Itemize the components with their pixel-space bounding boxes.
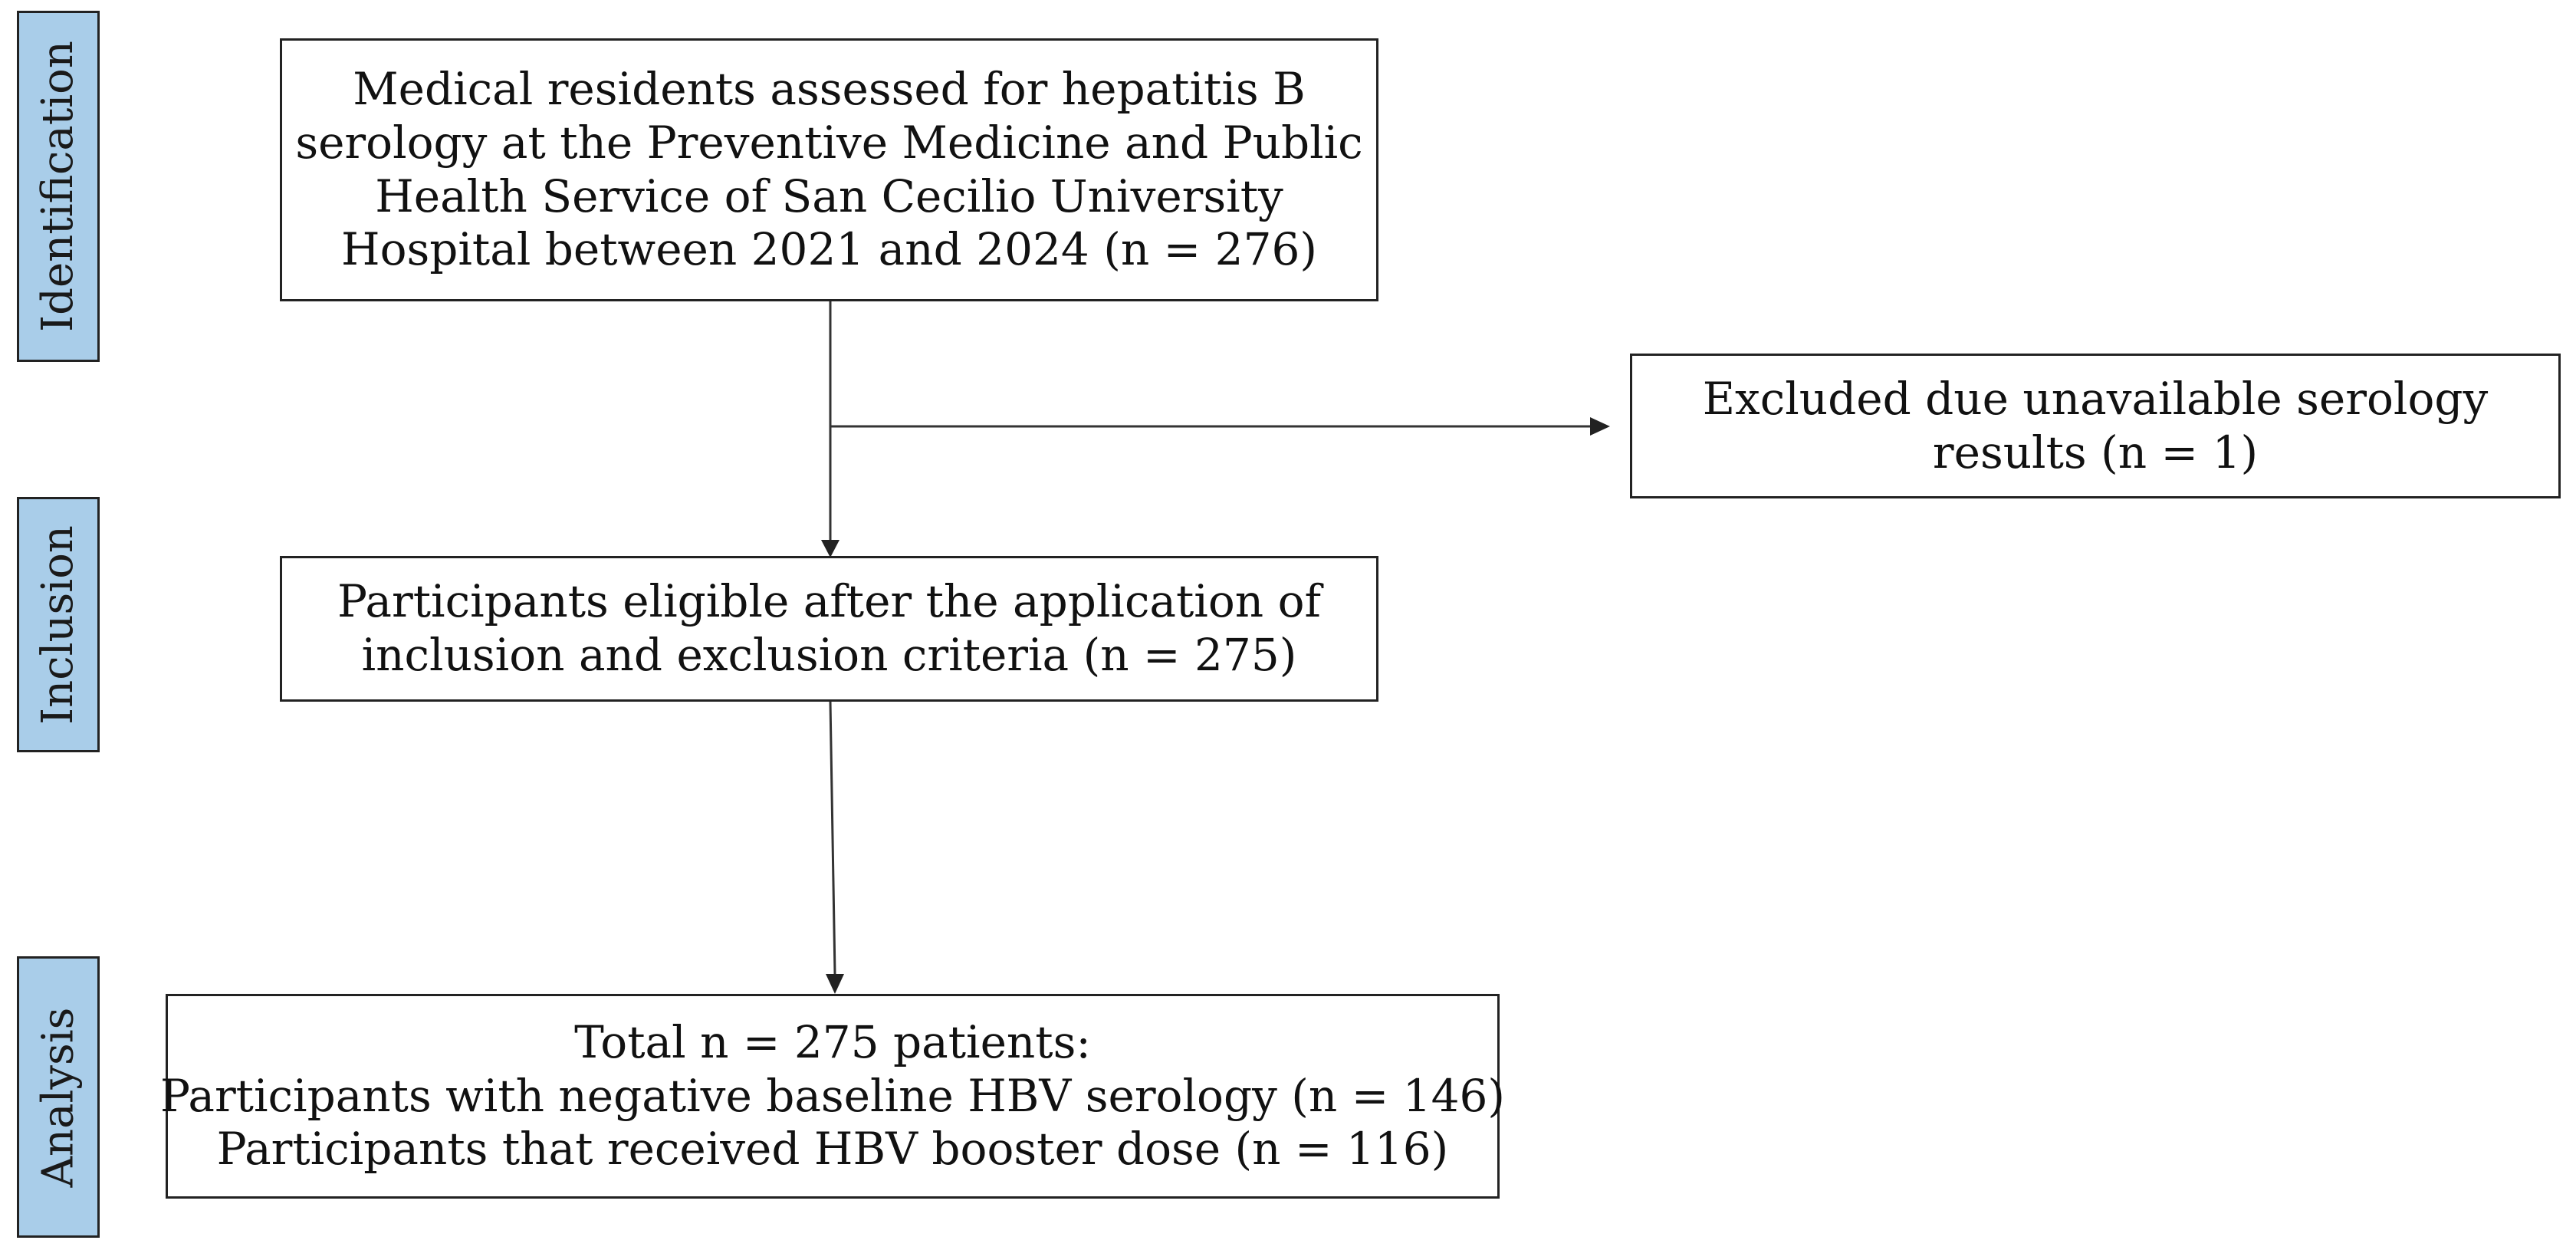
arrowhead-to-analysis [826,974,844,994]
excluded-text-line-2: results (n = 1) [1932,426,2259,479]
analysis-text-line-2: Participants with negative baseline HBV serology (n = 146) [159,1069,1506,1122]
analysis-text-line-1: Total n = 275 patients: [574,1016,1091,1069]
eligible-text-line-2: inclusion and exclusion criteria (n = 275) [361,629,1297,681]
excluded-box [1630,354,2561,498]
arrowhead-to-eligible [821,540,840,558]
eligible-text-line-1: Participants eligible after the application of [337,575,1321,628]
analysis-box [159,994,1506,1199]
connector-eligible-to-analysis [830,702,835,974]
stage-label-inclusion-text: Inclusion [33,525,83,725]
assessed-text-line-1: Medical residents assessed for hepatitis B [353,63,1306,116]
assessed-text-line-4: Hospital between 2021 and 2024 (n = 276) [340,223,1318,276]
eligible-box [280,556,1378,702]
assessed-text-line-2: serology at the Preventive Medicine and Public [295,116,1363,169]
stage-label-analysis-text: Analysis [33,1007,84,1187]
excluded-text-line-1: Excluded due unavailable serology [1702,372,2489,425]
stage-label-identification-text: Identification [33,41,84,332]
assessed-box [280,38,1378,301]
arrowhead-to-excluded [1590,417,1610,436]
analysis-text-line-3: Participants that received HBV booster dose (n = 116) [216,1123,1449,1176]
assessed-text-line-3: Health Service of San Cecilio University [375,169,1283,222]
